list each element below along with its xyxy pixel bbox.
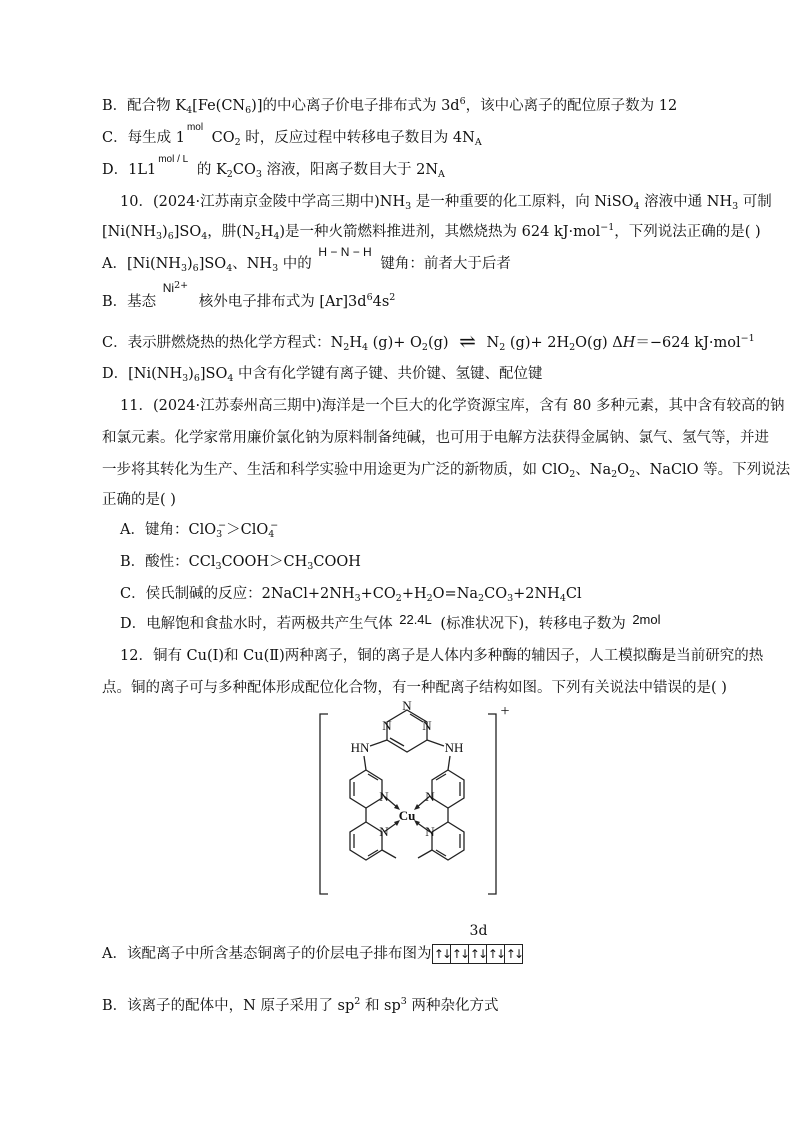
q12-option-b: B．该离子的配体中，N 原子采用了 $sp^2$ 和 $sp^3$ 两种杂化方式: [102, 996, 499, 1014]
atom-label: N: [379, 789, 389, 804]
q9-option-c: C．每生成 $1^{mol}$ $CO_2$ 时，反应过程中转移电子数目为 $4N_A$: [102, 122, 482, 148]
q11-option-c: C．侯氏制碱的反应：$2NaCl+2NH_3+CO_2+H_2O=Na_2CO_3+2NH_4Cl$: [120, 586, 582, 604]
charge-label: +: [500, 703, 510, 720]
q11-option-a: A．键角：ClO$_3$−＞ClO$_4$−: [120, 520, 279, 540]
q11-stem-line3: 一步将其转化为生产、生活和科学实验中用途更为广泛的新物质，如 ClO$_2$、$Na_2O_2$、NaClO 等。下列说法: [102, 462, 791, 480]
q10-stem-line2: $[Ni(NH_3)_6]SO_4$，肼$(N_2H_4)$是一种火箭燃料推进剂，其燃烧热为 624 kJ·mol$^{-1}$，下列说法正确的是( ): [102, 222, 761, 242]
q11-stem-line1: 11．(2024·江苏泰州高三期中)海洋是一个巨大的化学资源宝库，含有 80 多种元素，其中含有较高的钠: [120, 398, 785, 414]
orbital-cell: ↑↓: [504, 944, 523, 964]
orbital-cell: ↑↓: [486, 944, 505, 964]
q9-option-b: B．配合物 $K_4[Fe(CN_6)]$的中心离子价电子排布式为 $3d^6$，该中心离子的配位原子数为 12: [102, 96, 678, 116]
q11-stem-line4: 正确的是( ): [102, 492, 176, 508]
q9-option-d: D．$1L1^{mol / L}$ 的 $K_2CO_3$ 溶液，阳离子数目大于 $2N_A$: [102, 154, 445, 180]
q11-option-b: B．酸性：$CCl_3COOH>CH_3COOH$: [120, 554, 361, 572]
orbital-diagram-3d: [433, 923, 523, 964]
atom-label: N: [379, 824, 389, 839]
orbital-label: 3d: [469, 923, 488, 939]
q12-option-a: A．该配离子中所含基态铜离子的价层电子排布图为 3d ↑↓ ↑↓ ↑↓ ↑↓ ↑↓: [102, 923, 523, 962]
q11-stem-line2: 和氯元素。化学家常用廉价氯化钠为原料制备纯碱，也可用于电解方法获得金属钠、氯气、氢气等，并进: [102, 430, 769, 446]
orbital-cell: ↑↓: [450, 944, 469, 964]
atom-label: N: [422, 718, 432, 733]
q10-option-b: B．基态 $^{Ni2+}$ 核外电子排布式为 $[Ar]3d^64s^2$: [102, 280, 396, 310]
atom-label: N: [425, 789, 435, 804]
atom-label: NH: [444, 740, 464, 755]
copper-atom-label: Cu: [398, 808, 416, 823]
q12-stem-line2: 点。铜的离子可与多种配体形成配位化合物，有一种配离子结构如图。下列有关说法中错误的是( ): [102, 680, 727, 696]
q10-option-a: A．$[Ni(NH_3)_6]SO_4$、$NH_3$ 中的 $^{H - N - H}$ 键角：前者大于后者: [102, 245, 511, 274]
q10-stem-line1: 10．(2024·江苏南京金陵中学高三期中)$NH_3$ 是一种重要的化工原料，向 NiSO$_4$ 溶液中通 $NH_3$ 可制: [120, 194, 772, 212]
q11-option-d: D．电解饱和食盐水时，若两极共产生气体 22.4L (标准状况下)，转移电子数为 2mol: [120, 612, 661, 632]
q10-option-d: D．$[Ni(NH_3)_6]SO_4$ 中含有化学键有离子键、共价键、氢键、配位键: [102, 366, 543, 384]
copper-complex-structure-diagram: [300, 700, 540, 900]
atom-label: HN: [350, 740, 370, 755]
atom-label: N: [382, 718, 392, 733]
atom-label: N: [402, 700, 412, 713]
q10-option-c: C．表示肼燃烧热的热化学方程式：$N_2H_4$ $(g)+ O_2(g)$ ⇌ $N_2$ $(g)+ 2H_2O(g)$ ΔH＝−624 kJ·mol$^{-1}$: [102, 329, 755, 353]
atom-label: N: [425, 824, 435, 839]
equilibrium-arrow-icon: ⇌: [459, 329, 476, 353]
orbital-cell: ↑↓: [468, 944, 487, 964]
orbital-cell: ↑↓: [432, 944, 451, 964]
q12-stem-line1: 12．铜有 Cu(Ⅰ)和 Cu(Ⅱ)两种离子，铜的离子是人体内多种酶的辅因子，人工模拟酶是当前研究的热: [120, 648, 764, 664]
